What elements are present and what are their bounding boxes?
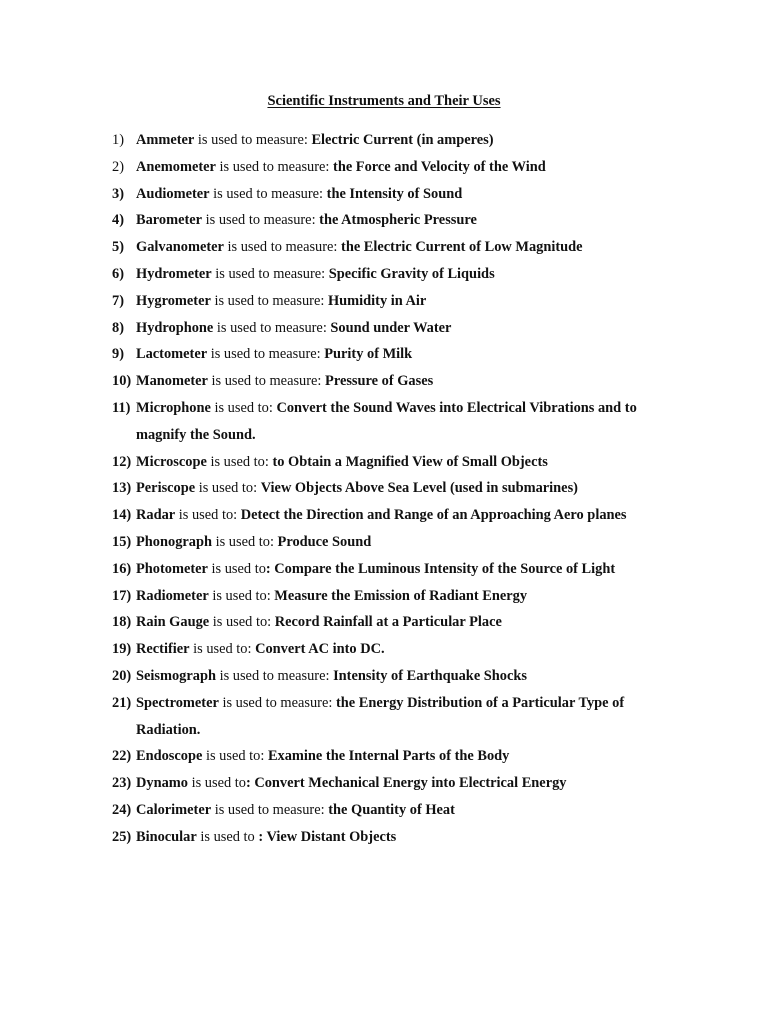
item-number: 4) — [112, 212, 124, 229]
instrument-use: Convert AC into DC. — [255, 641, 385, 658]
instrument-name: Endoscope — [136, 748, 203, 765]
instrument-use: to Obtain a Magnified View of Small Objects — [272, 453, 548, 470]
usage-phrase: is used to measure: — [194, 132, 312, 148]
instrument-name: Hydrometer — [136, 265, 212, 282]
list-item — [112, 181, 672, 208]
item-number: 14) — [112, 507, 132, 524]
item-number: 16) — [112, 560, 132, 577]
item-number: 24) — [112, 801, 132, 818]
list-item — [112, 475, 672, 502]
usage-phrase: is used to: — [208, 587, 275, 604]
list-item — [112, 529, 672, 556]
item-number: 20) — [112, 667, 132, 684]
item-number: 15) — [112, 533, 132, 550]
instrument-name: Radiometer — [136, 587, 209, 604]
instrument-name: Barometer — [136, 212, 203, 229]
list-item — [112, 663, 672, 690]
usage-phrase: is used to: — [175, 507, 241, 524]
list-item — [112, 690, 672, 744]
instrument-use: Measure the Emission of Radiant Energy — [274, 587, 528, 604]
instrument-name: Spectrometer — [136, 694, 219, 711]
item-number: 8) — [112, 319, 124, 336]
list-item — [112, 395, 672, 449]
instrument-name: Ammeter — [136, 132, 195, 148]
usage-phrase: is used to measure: — [218, 694, 336, 711]
usage-phrase: is used to: — [211, 533, 278, 550]
instrument-use: Pressure of Gases — [325, 373, 434, 390]
instrument-use: Electric Current (in amperes) — [311, 132, 494, 148]
list-item — [112, 743, 672, 770]
instrument-use: Record Rainfall at a Particular Place — [274, 614, 502, 631]
instrument-use: the Atmospheric Pressure — [319, 212, 477, 229]
list-item — [112, 368, 672, 395]
instrument-use: Detect the Direction and Range of an Approaching Aero planes — [240, 507, 627, 524]
list-item — [112, 583, 672, 610]
instrument-use: the Energy Distribution of a Particular Type of Radiation. — [136, 694, 625, 738]
item-number: 11) — [112, 399, 131, 416]
item-number: 19) — [112, 641, 132, 658]
instrument-name: Radar — [136, 507, 176, 524]
usage-phrase: is used to: — [210, 399, 277, 416]
usage-phrase: is used to: — [195, 480, 261, 497]
usage-phrase: is used to measure: — [211, 265, 329, 282]
instrument-use: Convert the Sound Waves into Electrical Vibrations and to magnify the Sound. — [136, 399, 637, 443]
list-item — [112, 824, 672, 851]
usage-phrase: is used to: — [209, 614, 275, 631]
list-item — [112, 127, 672, 154]
usage-phrase: is used to measure: — [211, 801, 329, 818]
instrument-name: Audiometer — [136, 185, 210, 202]
item-number: 12) — [112, 453, 132, 470]
instrument-use: Sound under Water — [330, 319, 452, 336]
instrument-use: Specific Gravity of Liquids — [328, 265, 495, 282]
instrument-use: the Electric Current of Low Magnitude — [341, 239, 583, 256]
list-item — [112, 154, 672, 181]
item-number: 23) — [112, 775, 132, 792]
list-item — [112, 261, 672, 288]
usage-phrase: is used to measure: — [207, 373, 326, 390]
instrument-name: Rain Gauge — [136, 614, 210, 631]
instrument-list — [112, 127, 672, 851]
usage-phrase: is used to measure: — [213, 319, 331, 336]
instrument-use: Produce Sound — [277, 533, 372, 550]
item-number: 10) — [112, 373, 132, 390]
instrument-name: Dynamo — [136, 775, 188, 792]
item-number: 3) — [112, 185, 124, 202]
list-item — [112, 556, 672, 583]
list-item — [112, 315, 672, 342]
usage-phrase: is used to measure: — [210, 292, 328, 309]
instrument-name: Anemometer — [136, 158, 216, 175]
page-title: Scientific Instruments and Their Uses — [267, 93, 501, 109]
usage-phrase: is used to: — [189, 641, 256, 658]
usage-phrase: is used to — [207, 560, 266, 577]
usage-phrase: is used to — [187, 775, 246, 792]
instrument-use: Purity of Milk — [324, 346, 413, 363]
usage-phrase: is used to — [196, 828, 259, 845]
instrument-name: Phonograph — [136, 533, 212, 550]
instrument-use: Humidity in Air — [327, 292, 427, 309]
usage-phrase: is used to measure: — [209, 185, 327, 202]
usage-phrase: is used to measure: — [215, 158, 334, 175]
instrument-name: Lactometer — [136, 346, 208, 363]
item-number: 1) — [112, 132, 124, 148]
instrument-name: Photometer — [136, 560, 208, 577]
item-number: 25) — [112, 828, 132, 845]
instrument-name: Periscope — [136, 480, 196, 497]
instrument-name: Microphone — [136, 399, 211, 416]
instrument-use: the Intensity of Sound — [326, 185, 463, 202]
item-number: 18) — [112, 614, 132, 631]
instrument-name: Rectifier — [136, 641, 190, 658]
item-number: 9) — [112, 346, 124, 363]
instrument-use: Examine the Internal Parts of the Body — [267, 748, 510, 765]
instrument-use: : View Distant Objects — [258, 828, 397, 845]
item-number: 22) — [112, 748, 132, 765]
instrument-name: Hygrometer — [136, 292, 211, 309]
usage-phrase: is used to: — [202, 748, 268, 765]
usage-phrase: is used to: — [206, 453, 273, 470]
instrument-use: View Objects Above Sea Level (used in submarines) — [260, 480, 578, 497]
item-number: 7) — [112, 292, 124, 309]
list-item — [112, 207, 672, 234]
item-number: 17) — [112, 587, 132, 604]
list-item — [112, 449, 672, 476]
list-item — [112, 636, 672, 663]
instrument-name: Calorimeter — [136, 801, 212, 818]
instrument-use: Intensity of Earthquake Shocks — [333, 667, 527, 684]
list-item — [112, 770, 672, 797]
list-item — [112, 609, 672, 636]
instrument-name: Galvanometer — [136, 239, 224, 256]
instrument-name: Binocular — [136, 828, 197, 845]
list-item — [112, 234, 672, 261]
item-number: 5) — [112, 239, 124, 256]
instrument-use: : Compare the Luminous Intensity of the Source of Light — [265, 560, 616, 577]
instrument-name: Microscope — [136, 453, 207, 470]
instrument-name: Manometer — [136, 373, 208, 390]
instrument-name: Seismograph — [136, 667, 216, 684]
instrument-use: the Force and Velocity of the Wind — [333, 158, 546, 175]
item-number: 2) — [112, 158, 124, 175]
list-item — [112, 797, 672, 824]
instrument-name: Hydrophone — [136, 319, 214, 336]
usage-phrase: is used to measure: — [202, 212, 320, 229]
instrument-use: : Convert Mechanical Energy into Electrical Energy — [245, 775, 567, 792]
item-number: 21) — [112, 694, 132, 711]
usage-phrase: is used to measure: — [215, 667, 334, 684]
list-item — [112, 341, 672, 368]
item-number: 13) — [112, 480, 132, 497]
list-item — [112, 502, 672, 529]
usage-phrase: is used to measure: — [223, 239, 342, 256]
list-item — [112, 288, 672, 315]
item-number: 6) — [112, 265, 124, 282]
instrument-use: the Quantity of Heat — [328, 801, 455, 818]
usage-phrase: is used to measure: — [207, 346, 325, 363]
